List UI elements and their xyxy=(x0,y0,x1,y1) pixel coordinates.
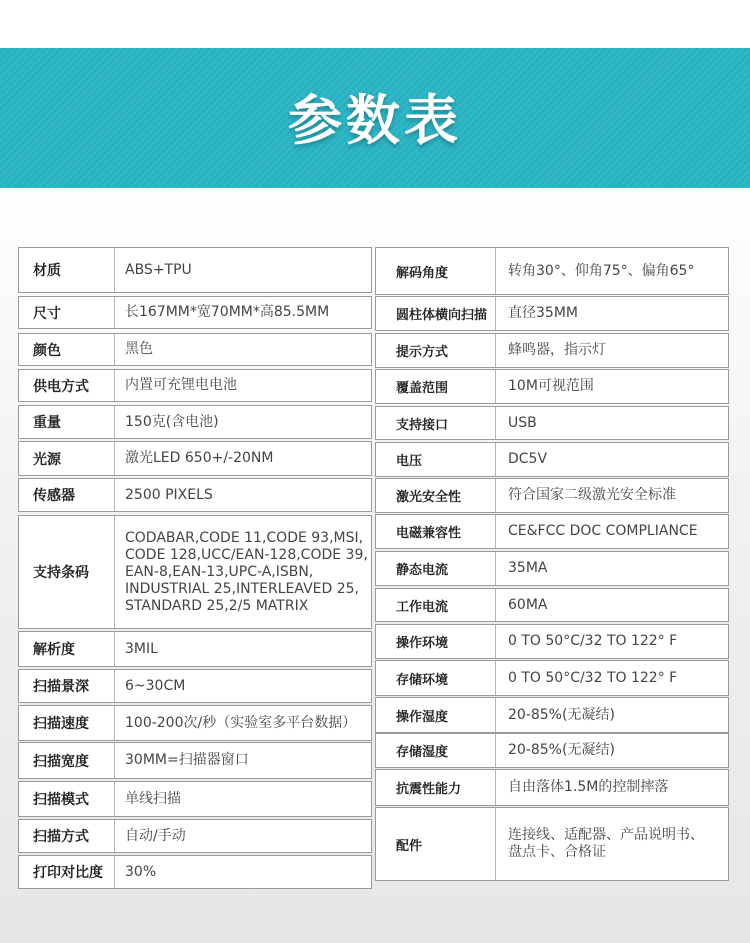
spec-value: 蜂鸣器，指示灯 xyxy=(508,342,606,358)
spec-row xyxy=(18,781,372,817)
spec-label: 操作环境 xyxy=(376,625,496,658)
spec-label: 解码角度 xyxy=(376,248,496,294)
spec-label: 工作电流 xyxy=(376,589,496,621)
spec-label: 扫描模式 xyxy=(19,782,115,816)
spec-row xyxy=(375,442,729,477)
spec-value: 长167MM*宽70MM*高85.5MM xyxy=(125,304,330,320)
spec-label: 圆柱体横向扫描 xyxy=(376,297,496,330)
spec-label: 扫描宽度 xyxy=(19,743,115,778)
spec-row xyxy=(375,247,729,295)
spec-row xyxy=(18,631,372,667)
spec-row xyxy=(375,478,729,513)
spec-row xyxy=(18,705,372,741)
spec-label: 提示方式 xyxy=(376,334,496,367)
spec-row xyxy=(18,742,372,779)
page-title: 参数表 xyxy=(288,89,462,152)
spec-row xyxy=(18,369,372,402)
spec-value: 6~30CM xyxy=(125,677,186,694)
spec-row xyxy=(18,296,372,329)
spec-row xyxy=(375,660,729,696)
spec-value: 0 TO 50°C/32 TO 122° F xyxy=(508,669,678,686)
spec-label: 尺寸 xyxy=(19,297,115,328)
spec-label: 抗震性能力 xyxy=(376,770,496,805)
top-margin xyxy=(0,0,750,48)
spec-label: 电压 xyxy=(376,443,496,476)
spec-value: 30% xyxy=(125,863,157,880)
spec-label: 操作湿度 xyxy=(376,698,496,732)
spec-row xyxy=(375,406,729,440)
spec-value: USB xyxy=(508,414,537,431)
spec-value: 直径35MM xyxy=(508,305,578,321)
spec-row xyxy=(18,515,372,629)
spec-row xyxy=(375,296,729,331)
spec-row xyxy=(375,514,729,549)
spec-label: 材质 xyxy=(19,248,115,292)
spec-value: 20-85%(无凝结) xyxy=(508,742,615,758)
spec-row xyxy=(18,669,372,703)
spec-value: DC5V xyxy=(508,451,548,467)
spec-label: 打印对比度 xyxy=(19,856,115,888)
spec-row xyxy=(375,807,729,881)
spec-value: CODABAR,CODE 11,CODE 93,MSI, CODE 128,UCC/EAN-128,CODE 39, EAN-8,EAN-13,UPC-A,ISBN, INDUSTRIAL 25,INTERLEAVED 25, STANDARD 25,2/5 MATRIX xyxy=(125,529,368,614)
spec-value: CE&FCC DOC COMPLIANCE xyxy=(508,523,698,539)
spec-row xyxy=(375,551,729,586)
spec-row xyxy=(375,624,729,659)
spec-value: 20-85%(无凝结) xyxy=(508,706,615,723)
spec-label: 重量 xyxy=(19,406,115,438)
spec-label: 存储湿度 xyxy=(376,734,496,767)
spec-value: 连接线、适配器、产品说明书、 盘点卡、合格证 xyxy=(508,827,704,860)
spec-value: 35MA xyxy=(508,560,548,576)
spec-label: 解析度 xyxy=(19,632,115,666)
spec-value: ABS+TPU xyxy=(125,261,192,278)
spec-value: 10M可视范围 xyxy=(508,378,594,394)
spec-row xyxy=(18,247,372,293)
spec-value: 3MIL xyxy=(125,640,158,657)
spec-label: 激光安全性 xyxy=(376,479,496,512)
spec-label: 支持接口 xyxy=(376,407,496,439)
spec-row xyxy=(375,333,729,368)
spec-label: 扫描方式 xyxy=(19,820,115,852)
spec-row xyxy=(18,478,372,512)
spec-value: 自由落体1.5M的控制摔落 xyxy=(508,779,669,795)
spec-row xyxy=(18,819,372,853)
spec-row xyxy=(375,769,729,806)
spec-label: 存储环境 xyxy=(376,661,496,695)
spec-row xyxy=(375,588,729,622)
spec-row xyxy=(375,697,729,733)
spec-value: 内置可充锂电电池 xyxy=(125,377,237,393)
spec-value: 0 TO 50°C/32 TO 122° F xyxy=(508,633,678,649)
spec-label: 静态电流 xyxy=(376,552,496,585)
spec-label: 颜色 xyxy=(19,334,115,365)
spec-row xyxy=(18,441,372,476)
spec-label: 支持条码 xyxy=(19,516,115,628)
spec-label: 配件 xyxy=(376,808,496,880)
spec-label: 扫描景深 xyxy=(19,670,115,702)
spec-row xyxy=(18,333,372,366)
spec-value: 自动/手动 xyxy=(125,827,186,844)
spec-value: 黑色 xyxy=(125,341,153,357)
spec-label: 光源 xyxy=(19,442,115,475)
spec-label: 扫描速度 xyxy=(19,706,115,740)
spec-label: 覆盖范围 xyxy=(376,370,496,403)
spec-value: 激光LED 650+/-20NM xyxy=(125,450,274,466)
spec-row xyxy=(18,405,372,439)
spec-label: 电磁兼容性 xyxy=(376,515,496,548)
spec-label: 供电方式 xyxy=(19,370,115,401)
spec-value: 单线扫描 xyxy=(125,790,181,807)
spec-value: 60MA xyxy=(508,596,548,613)
spec-value: 转角30°、仰角75°、偏角65° xyxy=(508,262,695,279)
spec-row xyxy=(18,855,372,889)
spec-label: 传感器 xyxy=(19,479,115,511)
spec-row xyxy=(375,733,729,768)
spec-value: 2500 PIXELS xyxy=(125,486,213,503)
spec-value: 符合国家二级激光安全标准 xyxy=(508,487,676,503)
spec-table xyxy=(18,247,731,884)
spec-value: 30MM=扫描器窗口 xyxy=(125,752,249,768)
spec-row xyxy=(375,369,729,404)
spec-value: 100-200次/秒（实验室多平台数据） xyxy=(125,714,357,731)
spec-value: 150克(含电池) xyxy=(125,413,219,430)
